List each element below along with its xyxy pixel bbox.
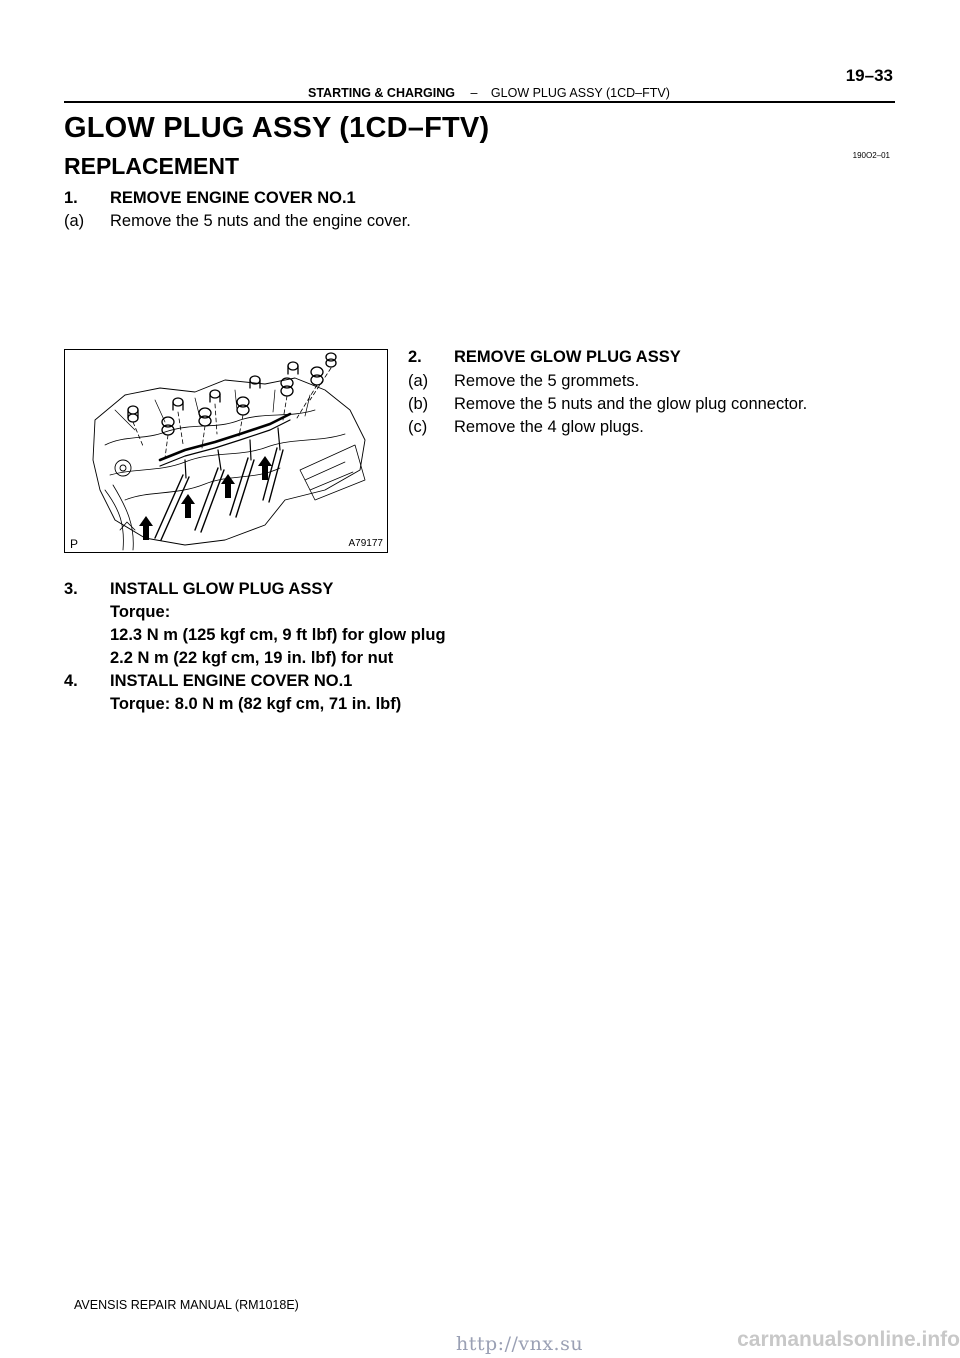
header-topic: GLOW PLUG ASSY (1CD–FTV) <box>490 86 670 100</box>
step-1-text: REMOVE ENGINE COVER NO.1 <box>110 189 356 207</box>
step-2 <box>408 348 681 367</box>
step-4-number: 4. <box>64 672 78 690</box>
glow-plug-illustration <box>64 349 388 553</box>
step-3-torque-label: Torque: <box>110 603 171 621</box>
header-separator: – <box>470 86 478 100</box>
step-4-torque: Torque: 8.0 N m (82 kgf cm, 71 in. lbf) <box>110 695 402 713</box>
step-2b-label: (b) <box>408 395 429 413</box>
step-2a-text: Remove the 5 grommets. <box>454 372 640 390</box>
step-4 <box>64 672 352 691</box>
watermark-vnx-link[interactable]: http://vnx.su <box>456 1333 584 1355</box>
page-subtitle: REPLACEMENT <box>64 153 240 179</box>
step-2a <box>408 372 639 391</box>
step-3-number: 3. <box>64 580 78 598</box>
step-1a-text: Remove the 5 nuts and the engine cover. <box>110 212 411 230</box>
step-1 <box>64 189 356 208</box>
step-2b-text: Remove the 5 nuts and the glow plug connector. <box>454 395 808 413</box>
document-id: 190O2–01 <box>852 151 890 160</box>
engine-drawing <box>65 350 388 553</box>
step-2a-label: (a) <box>408 372 429 390</box>
step-2-text: REMOVE GLOW PLUG ASSY <box>454 348 681 366</box>
step-3 <box>64 580 333 599</box>
step-2b <box>408 395 807 414</box>
figure-code: A79177 <box>348 538 383 549</box>
footer-manual-id: AVENSIS REPAIR MANUAL (RM1018E) <box>74 1298 299 1312</box>
page-title: GLOW PLUG ASSY (1CD–FTV) <box>64 112 490 144</box>
header-rule <box>64 101 895 103</box>
step-3-torque-glow-plug: 12.3 N m (125 kgf cm, 9 ft lbf) for glow plug <box>110 626 446 644</box>
step-1a-label: (a) <box>64 212 85 230</box>
step-3-text: INSTALL GLOW PLUG ASSY <box>110 580 334 598</box>
step-2-number: 2. <box>408 348 422 366</box>
step-2c-text: Remove the 4 glow plugs. <box>454 418 644 436</box>
step-1-number: 1. <box>64 189 78 207</box>
step-4-text: INSTALL ENGINE COVER NO.1 <box>110 672 353 690</box>
header-section: STARTING & CHARGING <box>308 86 455 100</box>
watermark-carmanualsonline: carmanualsonline.info <box>737 1328 960 1351</box>
page-number: 19–33 <box>845 66 893 85</box>
step-1a <box>64 212 411 231</box>
figure-marker: P <box>70 537 79 551</box>
running-header <box>308 86 670 100</box>
step-2c-label: (c) <box>408 418 428 436</box>
step-3-torque-nut: 2.2 N m (22 kgf cm, 19 in. lbf) for nut <box>110 649 394 667</box>
step-2c <box>408 418 644 437</box>
